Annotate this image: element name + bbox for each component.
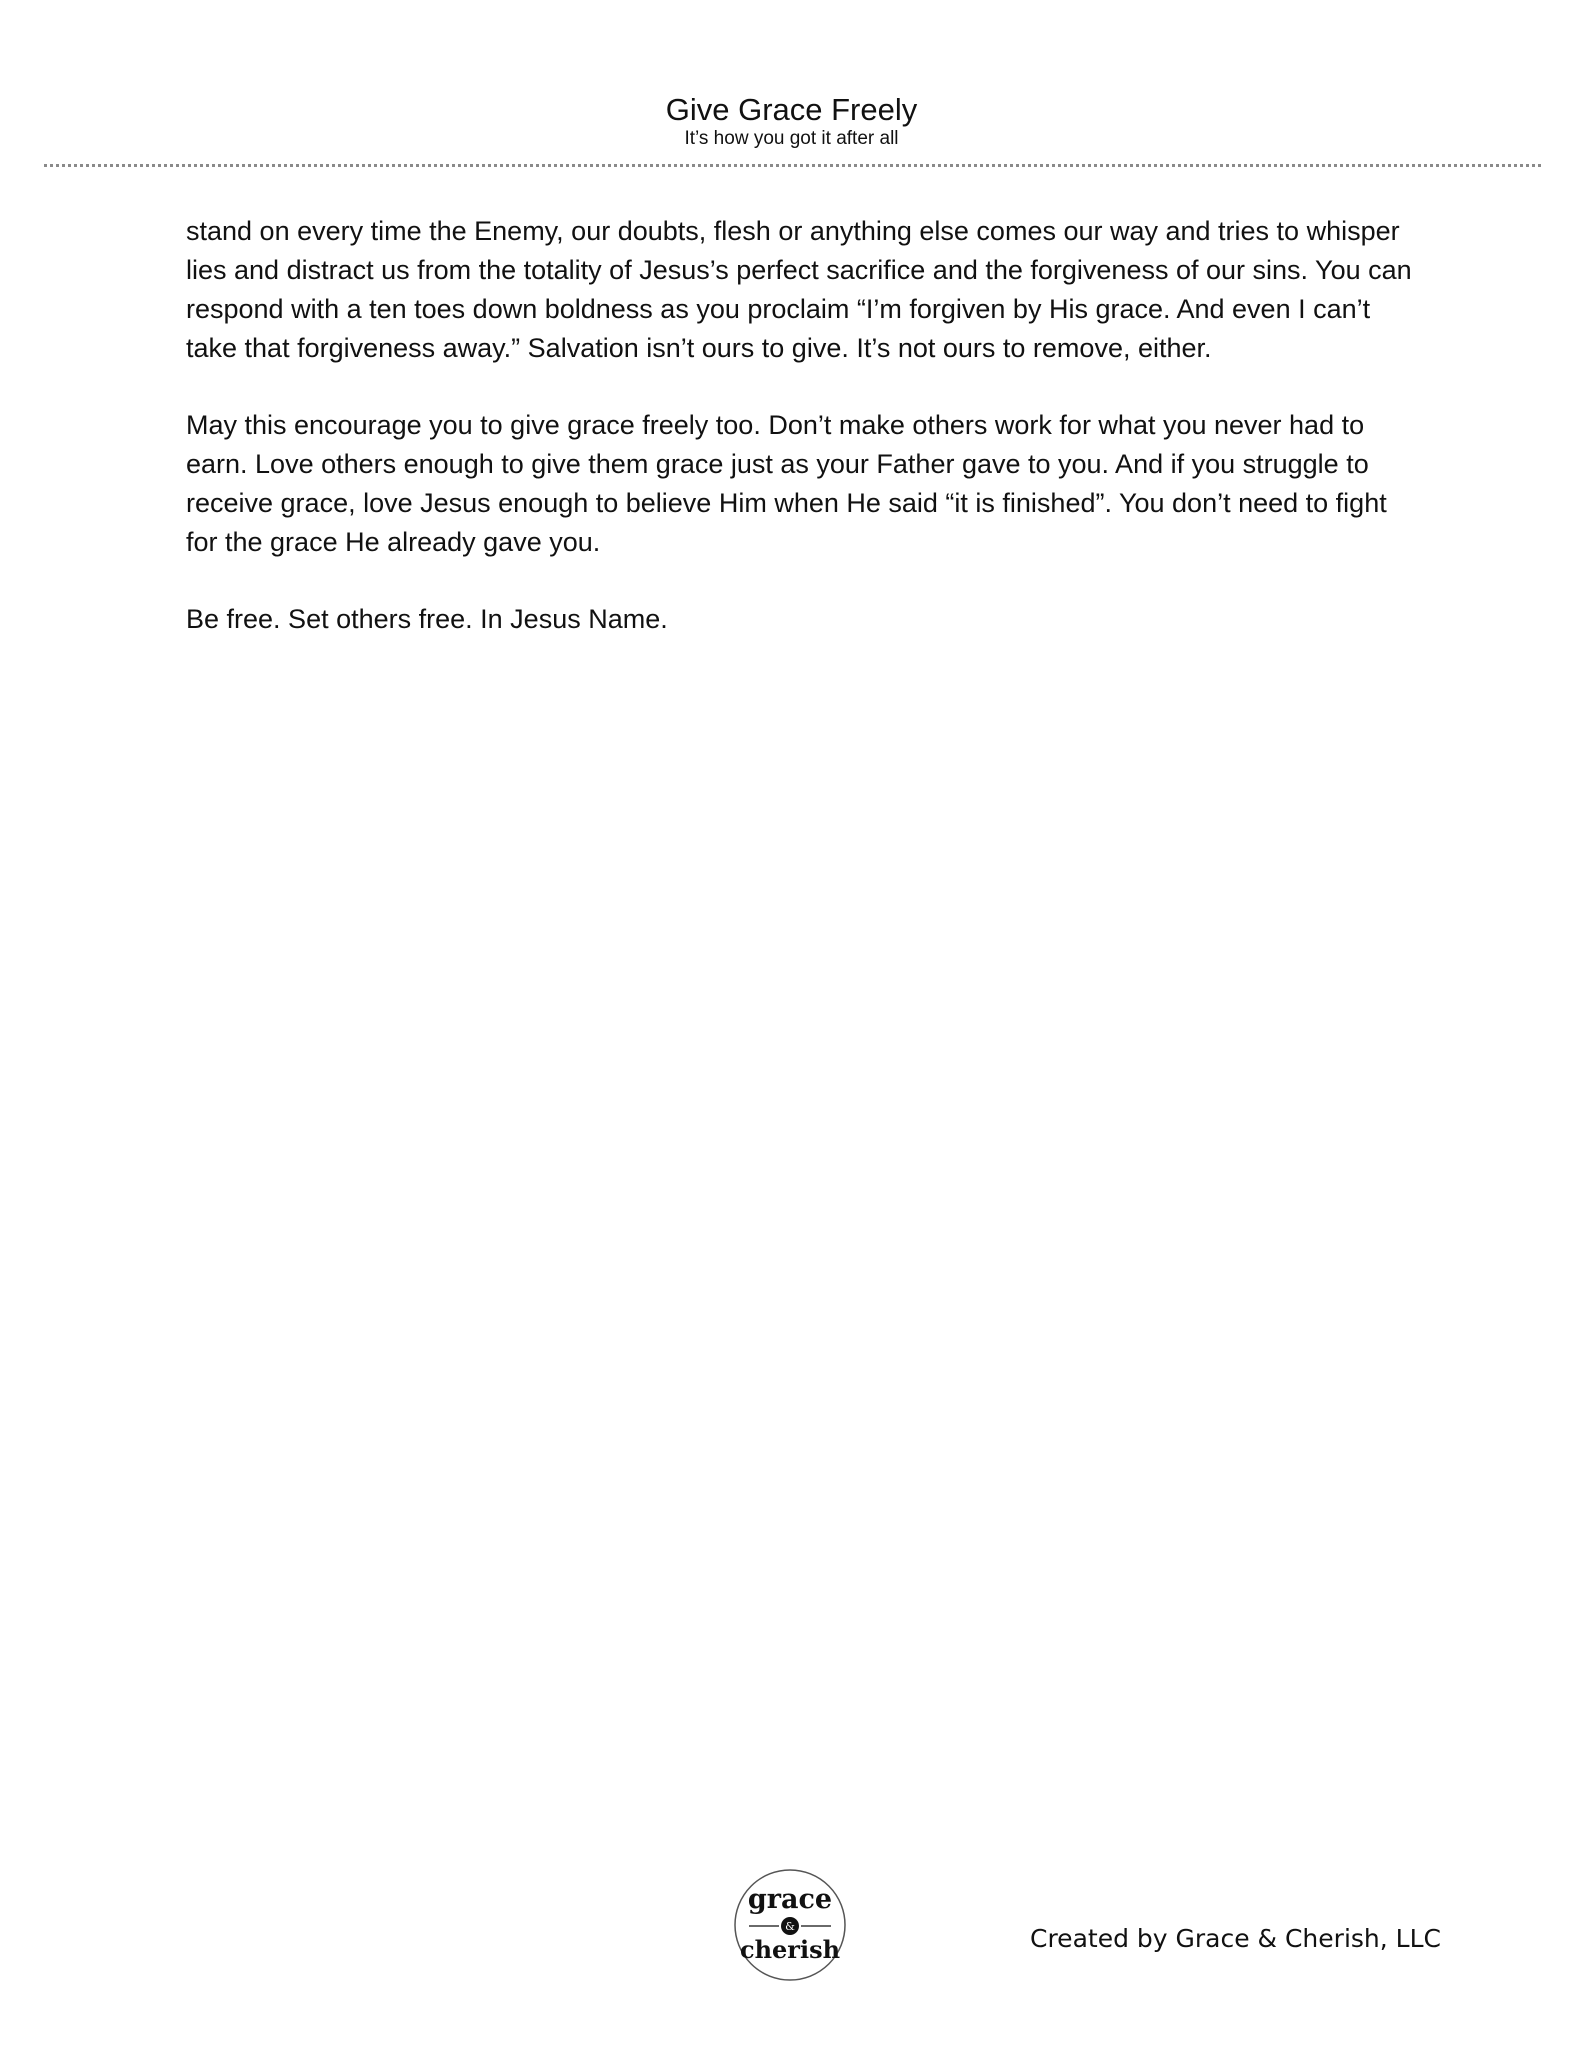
svg-text:&: & bbox=[785, 1920, 795, 1933]
logo-svg bbox=[733, 1868, 847, 1982]
footer-credit: Created by Grace & Cherish, LLC bbox=[1030, 1924, 1441, 1953]
page-subtitle: It’s how you got it after all bbox=[684, 128, 899, 149]
body-text bbox=[186, 212, 1416, 677]
grace-and-cherish-logo-icon bbox=[733, 1868, 847, 1982]
paragraph: May this encourage you to give grace freely too. Don’t make others work for what you never had to earn. Love others enough to give them grace just as your Father gave to you. And if you struggle to receive grace, love Jesus enough to believe Him when He said “it is finished”. You don’t need to fight for the grace He already gave you. bbox=[186, 410, 1387, 557]
page-header bbox=[0, 92, 1583, 150]
page-title: Give Grace Freely bbox=[665, 92, 918, 127]
logo-bottom-word: cherish bbox=[739, 1935, 841, 1964]
logo-top-word: grace bbox=[747, 1884, 833, 1915]
header-divider bbox=[44, 164, 1541, 167]
paragraph: Be free. Set others free. In Jesus Name. bbox=[186, 604, 668, 634]
paragraph: stand on every time the Enemy, our doubts, flesh or anything else comes our way and tries to whisper lies and distract us from the totality of Jesus’s perfect sacrifice and the forgiveness of our sins. You can respond with a ten toes down boldness as you proclaim “I’m forgiven by His grace. And even I can’t take that forgiveness away.” Salvation isn’t ours to give. It’s not ours to remove, either. bbox=[186, 216, 1412, 363]
